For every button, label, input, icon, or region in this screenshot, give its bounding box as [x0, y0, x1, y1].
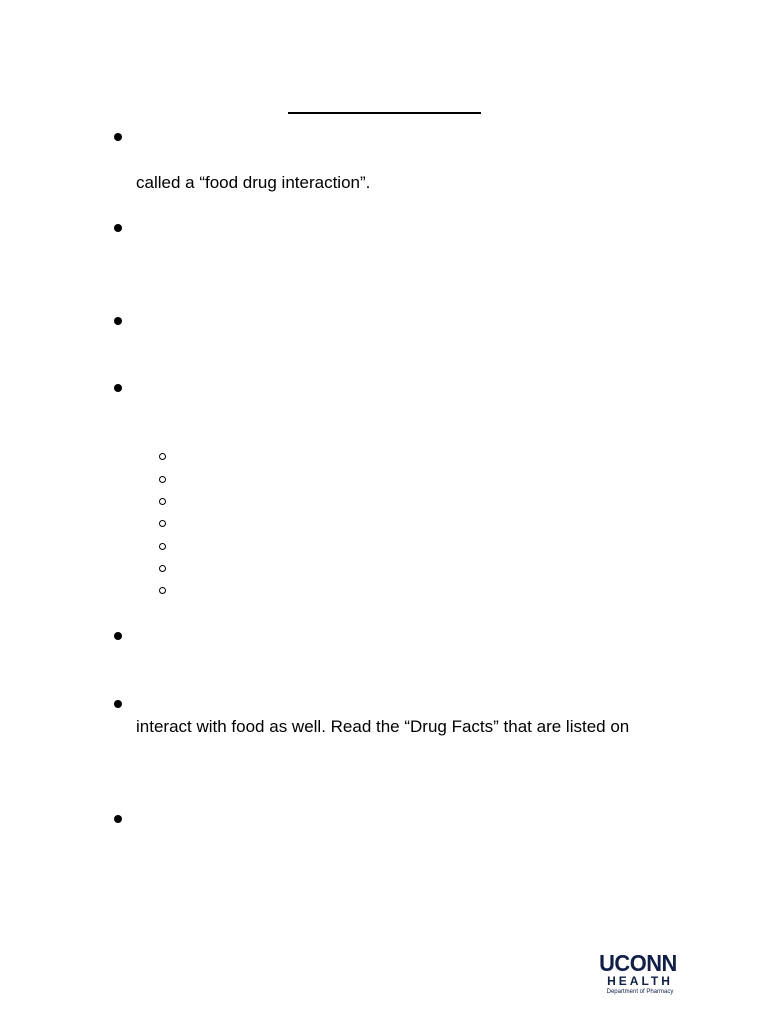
bullet-7 [114, 815, 122, 823]
bullet-1 [114, 133, 122, 141]
logo-dept-text: Department of Pharmacy [606, 989, 674, 995]
uconn-health-logo [595, 952, 681, 998]
bullet-4 [114, 384, 122, 392]
title-underline [288, 112, 481, 114]
sub-bullet-4 [159, 520, 166, 527]
sub-bullet-6 [159, 565, 166, 572]
bullet-1-continuation-text: called a “food drug interaction”. [136, 173, 371, 192]
bullet-6-continuation-text: interact with food as well. Read the “Drug Facts” that are listed on [136, 717, 630, 736]
logo-sub-text: HEALTH [607, 974, 673, 988]
sub-bullet-2 [159, 476, 166, 483]
sub-bullet-3 [159, 498, 166, 505]
bullet-6 [114, 700, 122, 708]
sub-bullet-1 [159, 453, 166, 460]
bullet-5 [114, 632, 122, 640]
sub-bullet-5 [159, 543, 166, 550]
bullet-3 [114, 317, 122, 325]
logo-main-text: UCONN [599, 950, 677, 976]
bullet-2 [114, 224, 122, 232]
sub-bullet-7 [159, 587, 166, 594]
